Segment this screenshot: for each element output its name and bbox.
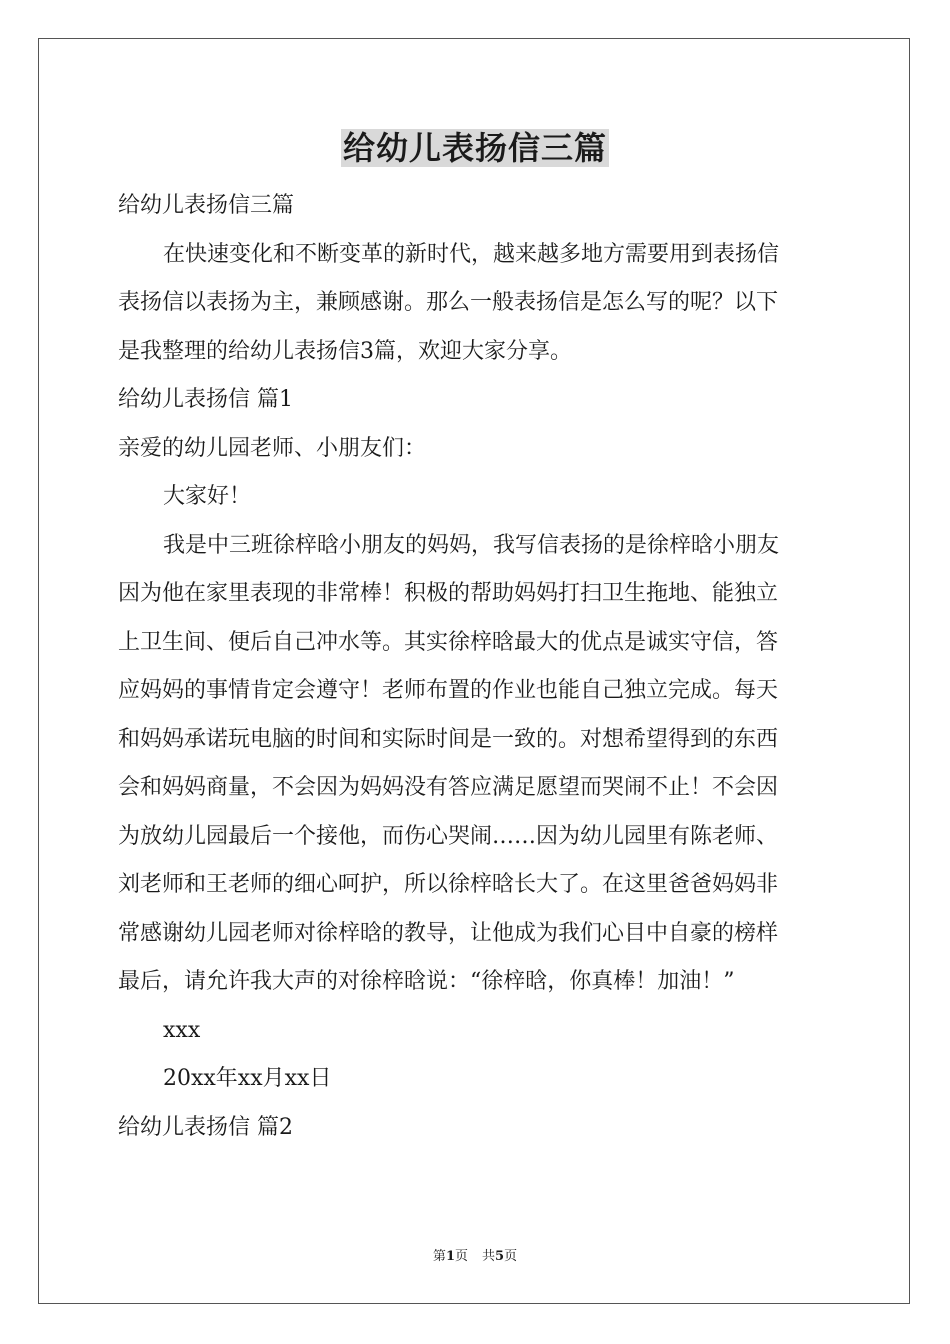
document-title: 给幼儿表扬信三篇 [342,129,607,167]
letter-body-line: 会和妈妈商量，不会因为妈妈没有答应满足愿望而哭闹不止！不会因 [118,775,779,800]
section-heading-1: 给幼儿表扬信 篇1 [118,387,293,412]
letter-body-line: 应妈妈的事情肯定会遵守！老师布置的作业也能自己独立完成。每天 [118,678,779,703]
page-total: 5 [495,1249,505,1264]
letter-salutation: 亲爱的幼儿园老师、小朋友们： [118,435,427,461]
letter-body-line: 刘老师和王老师的细心呵护，所以徐梓晗长大了。在这里爸爸妈妈非 [118,872,779,897]
page-suffix: 页 [454,1249,468,1264]
letter-body-line: 上卫生间、便后自己冲水等。其实徐梓晗最大的优点是诚实守信，答 [118,629,779,655]
letter-greeting: 大家好！ [163,484,252,509]
letter-body-line: 最后，请允许我大声的对徐梓晗说：“徐梓晗，你真棒！加油！” [118,969,735,994]
section-heading-2: 给幼儿表扬信 篇2 [118,1114,293,1140]
letter-body-line: 和妈妈承诺玩电脑的时间和实际时间是一致的。对想希望得到的东西 [118,726,779,752]
letter-body-line: 因为他在家里表现的非常棒！积极的帮助妈妈打扫卫生拖地、能独立 [118,581,779,606]
page-prefix: 第 [432,1249,446,1264]
letter-signature: xxx [163,1017,201,1043]
letter-body-line: 我是中三班徐梓晗小朋友的妈妈，我写信表扬的是徐梓晗小朋友 [163,532,780,558]
total-prefix: 共 [482,1249,496,1264]
document-subtitle: 给幼儿表扬信三篇 [118,193,295,218]
page-current: 1 [445,1249,455,1264]
intro-line: 是我整理的给幼儿表扬信3篇，欢迎大家分享。 [118,338,572,364]
document-body [118,182,838,1152]
letter-body-line: 常感谢幼儿园老师对徐梓晗的教导，让他成为我们心目中自豪的榜样 [118,920,779,946]
total-suffix: 页 [504,1249,518,1264]
intro-line: 表扬信以表扬为主，兼顾感谢。那么一般表扬信是怎么写的呢？以下 [118,290,779,315]
page-footer [0,1248,950,1266]
letter-body-line: 为放幼儿园最后一个接他，而伤心哭闹……因为幼儿园里有陈老师、 [118,823,779,849]
letter-date: 20xx年xx月xx日 [163,1066,332,1091]
intro-line: 在快速变化和不断变革的新时代，越来越多地方需要用到表扬信 [163,241,780,267]
